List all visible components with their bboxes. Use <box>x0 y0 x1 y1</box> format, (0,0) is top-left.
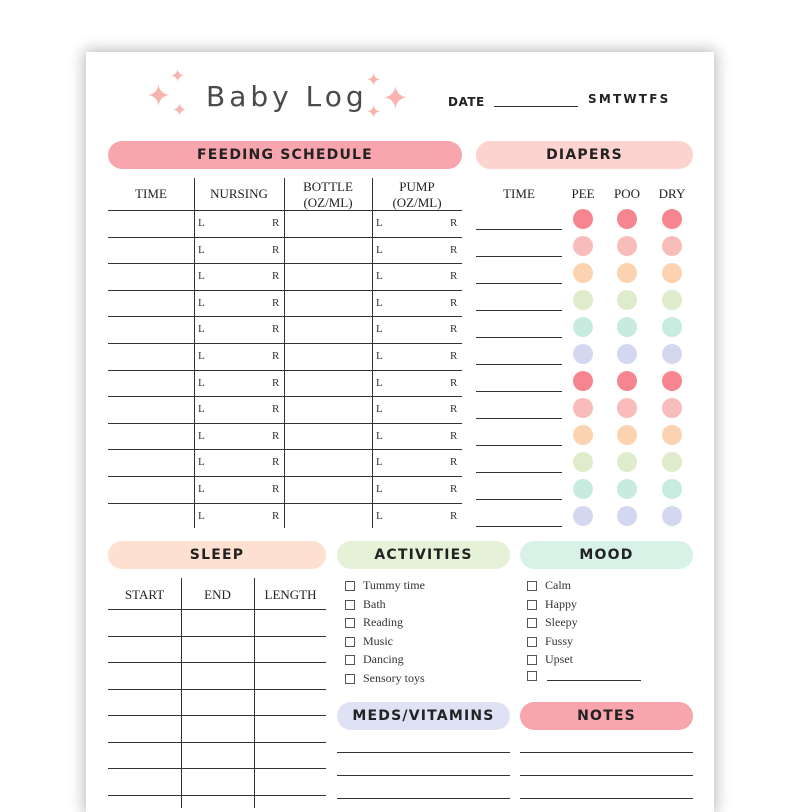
diaper-time-line[interactable] <box>476 472 562 473</box>
left-side-mark[interactable]: L <box>198 456 205 469</box>
activity-checkbox-item[interactable]: Sensory toys <box>345 671 425 686</box>
left-side-mark[interactable]: L <box>198 323 205 336</box>
dry-dot[interactable] <box>662 263 682 283</box>
sparkle-icon: ✦ <box>366 70 382 91</box>
sleep-row-line <box>108 742 326 743</box>
left-side-mark[interactable]: L <box>198 429 205 442</box>
mood-checkbox-item[interactable]: Happy <box>527 597 577 612</box>
mood-checkbox-item[interactable]: Calm <box>527 578 571 593</box>
checkbox-icon[interactable] <box>345 600 355 610</box>
notes-title: NOTES <box>577 708 636 724</box>
left-side-mark[interactable]: L <box>376 243 383 256</box>
sleep-row-line <box>108 715 326 716</box>
left-side-mark[interactable]: L <box>198 509 205 522</box>
page-title: Baby Log <box>206 80 368 113</box>
right-side-mark[interactable]: R <box>450 350 458 362</box>
feeding-row-line <box>108 423 462 424</box>
diaper-time-line[interactable] <box>476 256 562 257</box>
pee-dot[interactable] <box>573 317 593 337</box>
poo-dot[interactable] <box>617 398 637 418</box>
sparkle-icon: ✦ <box>382 79 409 117</box>
feeding-row-line <box>108 237 462 238</box>
pee-dot[interactable] <box>573 452 593 472</box>
left-side-mark[interactable]: L <box>376 270 383 283</box>
feeding-row-line <box>108 449 462 450</box>
sleep-header <box>108 541 326 569</box>
sleep-row-line <box>108 795 326 796</box>
dry-dot[interactable] <box>662 452 682 472</box>
sleep-row-line <box>108 662 326 663</box>
diapers-col-poo: POO <box>613 186 640 201</box>
feeding-row-line <box>108 290 462 291</box>
left-side-mark[interactable]: L <box>198 217 205 229</box>
left-side-mark[interactable]: L <box>198 483 205 495</box>
diaper-time-line[interactable] <box>476 310 562 311</box>
poo-dot[interactable] <box>617 209 637 229</box>
pee-dot[interactable] <box>573 425 593 445</box>
notes-line[interactable] <box>520 798 693 799</box>
activity-checkbox-item[interactable]: Dancing <box>345 652 404 667</box>
mood-custom-field[interactable] <box>547 672 641 681</box>
right-side-mark[interactable]: R <box>272 217 280 229</box>
pee-dot[interactable] <box>573 236 593 256</box>
activity-checkbox-item[interactable]: Bath <box>345 597 386 612</box>
diaper-time-line[interactable] <box>476 445 562 446</box>
diaper-time-line[interactable] <box>476 229 562 230</box>
pee-dot[interactable] <box>573 344 593 364</box>
right-side-mark[interactable]: R <box>272 483 280 495</box>
diaper-time-line[interactable] <box>476 499 562 500</box>
right-side-mark[interactable]: R <box>450 376 458 389</box>
sleep-row-line <box>108 689 326 690</box>
diaper-time-line[interactable] <box>476 526 562 527</box>
dry-dot[interactable] <box>662 398 682 418</box>
poo-dot[interactable] <box>617 425 637 445</box>
activities-title: ACTIVITIES <box>374 547 473 563</box>
pee-dot[interactable] <box>573 479 593 499</box>
left-side-mark[interactable]: L <box>198 403 205 416</box>
diaper-time-line[interactable] <box>476 337 562 338</box>
mood-checkbox-item[interactable]: Upset <box>527 652 573 667</box>
poo-dot[interactable] <box>617 236 637 256</box>
checkbox-icon[interactable] <box>527 618 537 628</box>
right-side-mark[interactable]: R <box>272 350 280 362</box>
date-label: DATE <box>448 95 485 109</box>
feeding-col-nursing: NURSING <box>210 186 268 201</box>
right-side-mark[interactable]: R <box>450 456 458 469</box>
left-side-mark[interactable]: L <box>376 350 383 362</box>
feeding-schedule-title: FEEDING SCHEDULE <box>197 147 373 163</box>
right-side-mark[interactable]: R <box>450 296 458 309</box>
left-side-mark[interactable]: L <box>376 323 383 336</box>
pee-dot[interactable] <box>573 290 593 310</box>
meds-line[interactable] <box>337 752 510 753</box>
pee-dot[interactable] <box>573 371 593 391</box>
notes-line[interactable] <box>520 752 693 753</box>
sleep-column-divider <box>254 578 255 808</box>
sleep-col-length: LENGTH <box>264 587 317 602</box>
sleep-row-line <box>108 636 326 637</box>
right-side-mark[interactable]: R <box>450 217 458 229</box>
left-side-mark[interactable]: L <box>376 403 383 416</box>
pee-dot[interactable] <box>573 263 593 283</box>
diaper-time-line[interactable] <box>476 391 562 392</box>
right-side-mark[interactable]: R <box>450 509 458 522</box>
left-side-mark[interactable]: L <box>376 509 383 522</box>
right-side-mark[interactable]: R <box>450 270 458 283</box>
poo-dot[interactable] <box>617 290 637 310</box>
left-side-mark[interactable]: L <box>198 376 205 389</box>
feeding-schedule-header <box>108 141 462 169</box>
sleep-column-divider <box>181 578 182 808</box>
left-side-mark[interactable]: L <box>198 350 205 362</box>
poo-dot[interactable] <box>617 344 637 364</box>
poo-dot[interactable] <box>617 506 637 526</box>
left-side-mark[interactable]: L <box>376 429 383 442</box>
weekday-selector[interactable]: SMTWTFS <box>588 92 671 106</box>
pee-dot[interactable] <box>573 209 593 229</box>
poo-dot[interactable] <box>617 317 637 337</box>
diapers-col-dry: DRY <box>658 186 686 201</box>
dry-dot[interactable] <box>662 506 682 526</box>
activities-header <box>337 541 510 569</box>
right-side-mark[interactable]: R <box>272 403 280 416</box>
feeding-col-pump-unit: (OZ/ML) <box>392 195 442 210</box>
feeding-row-line <box>108 503 462 504</box>
checkbox-icon[interactable] <box>527 600 537 610</box>
feeding-row-line <box>108 476 462 477</box>
activity-checkbox-item[interactable]: Music <box>345 634 393 649</box>
activity-checkbox-item[interactable]: Tummy time <box>345 578 425 593</box>
checkbox-icon[interactable] <box>345 655 355 665</box>
right-side-mark[interactable]: R <box>450 429 458 442</box>
checkbox-icon[interactable] <box>345 674 355 684</box>
sleep-col-start: START <box>124 587 165 602</box>
sparkle-icon: ✦ <box>170 66 186 87</box>
right-side-mark[interactable]: R <box>272 270 280 283</box>
diaper-time-line[interactable] <box>476 283 562 284</box>
left-side-mark[interactable]: L <box>376 376 383 389</box>
sleep-col-end: END <box>204 587 231 602</box>
checkbox-icon[interactable] <box>345 581 355 591</box>
right-side-mark[interactable]: R <box>272 296 280 309</box>
diapers-header <box>476 141 693 169</box>
meds-vitamins-header <box>337 702 510 730</box>
sparkle-icon: ✦ <box>366 102 382 123</box>
right-side-mark[interactable]: R <box>272 243 280 256</box>
checkbox-icon[interactable] <box>527 655 537 665</box>
mood-title: MOOD <box>579 547 634 563</box>
left-side-mark[interactable]: L <box>376 296 383 309</box>
right-side-mark[interactable]: R <box>450 323 458 336</box>
right-side-mark[interactable]: R <box>272 456 280 469</box>
checkbox-icon[interactable] <box>345 618 355 628</box>
poo-dot[interactable] <box>617 452 637 472</box>
checkbox-icon[interactable] <box>345 637 355 647</box>
sleep-title: SLEEP <box>189 547 245 563</box>
left-side-mark[interactable]: L <box>198 243 205 256</box>
dry-dot[interactable] <box>662 236 682 256</box>
right-side-mark[interactable]: R <box>272 376 280 389</box>
diaper-time-line[interactable] <box>476 418 562 419</box>
dry-dot[interactable] <box>662 290 682 310</box>
left-side-mark[interactable]: L <box>376 483 383 495</box>
feeding-row-line <box>108 396 462 397</box>
feeding-col-pump: PUMP <box>399 179 435 194</box>
feeding-col-bottle-unit: (OZ/ML) <box>303 195 353 210</box>
dry-dot[interactable] <box>662 371 682 391</box>
right-side-mark[interactable]: R <box>272 323 280 336</box>
meds-line[interactable] <box>337 798 510 799</box>
dry-dot[interactable] <box>662 479 682 499</box>
feeding-col-bottle: BOTTLE <box>303 179 353 194</box>
right-side-mark[interactable]: R <box>450 483 458 495</box>
sparkle-icon: ✦ <box>172 100 188 121</box>
poo-dot[interactable] <box>617 371 637 391</box>
poo-dot[interactable] <box>617 479 637 499</box>
feeding-col-time: TIME <box>135 186 167 201</box>
feeding-row-line <box>108 316 462 317</box>
diaper-time-line[interactable] <box>476 364 562 365</box>
mood-checkbox-item[interactable]: Fussy <box>527 634 573 649</box>
right-side-mark[interactable]: R <box>272 429 280 442</box>
left-side-mark[interactable]: L <box>198 270 205 283</box>
feeding-row-line <box>108 210 462 211</box>
date-field[interactable] <box>494 106 578 107</box>
sleep-row-line <box>108 609 326 610</box>
meds-vitamins-title: MEDS/VITAMINS <box>352 708 495 724</box>
dry-dot[interactable] <box>662 425 682 445</box>
checkbox-icon[interactable] <box>527 581 537 591</box>
pee-dot[interactable] <box>573 506 593 526</box>
checkbox-icon[interactable] <box>527 637 537 647</box>
left-side-mark[interactable]: L <box>376 456 383 469</box>
diapers-title: DIAPERS <box>546 147 623 163</box>
pee-dot[interactable] <box>573 398 593 418</box>
right-side-mark[interactable]: R <box>450 243 458 256</box>
checkbox-icon[interactable] <box>527 671 537 681</box>
left-side-mark[interactable]: L <box>198 296 205 309</box>
sleep-row-line <box>108 768 326 769</box>
dry-dot[interactable] <box>662 209 682 229</box>
meds-line[interactable] <box>337 775 510 776</box>
notes-line[interactable] <box>520 775 693 776</box>
dry-dot[interactable] <box>662 317 682 337</box>
activity-checkbox-item[interactable]: Reading <box>345 615 403 630</box>
diapers-col-pee: PEE <box>571 186 595 201</box>
notes-header <box>520 702 693 730</box>
diapers-col-time: TIME <box>503 186 535 201</box>
right-side-mark[interactable]: R <box>272 509 280 522</box>
mood-header <box>520 541 693 569</box>
feeding-row-line <box>108 343 462 344</box>
left-side-mark[interactable]: L <box>376 217 383 229</box>
feeding-row-line <box>108 370 462 371</box>
feeding-row-line <box>108 263 462 264</box>
mood-custom-item[interactable] <box>527 671 641 681</box>
dry-dot[interactable] <box>662 344 682 364</box>
sparkle-icon: ✦ <box>146 79 172 114</box>
mood-checkbox-item[interactable]: Sleepy <box>527 615 578 630</box>
right-side-mark[interactable]: R <box>450 403 458 416</box>
poo-dot[interactable] <box>617 263 637 283</box>
